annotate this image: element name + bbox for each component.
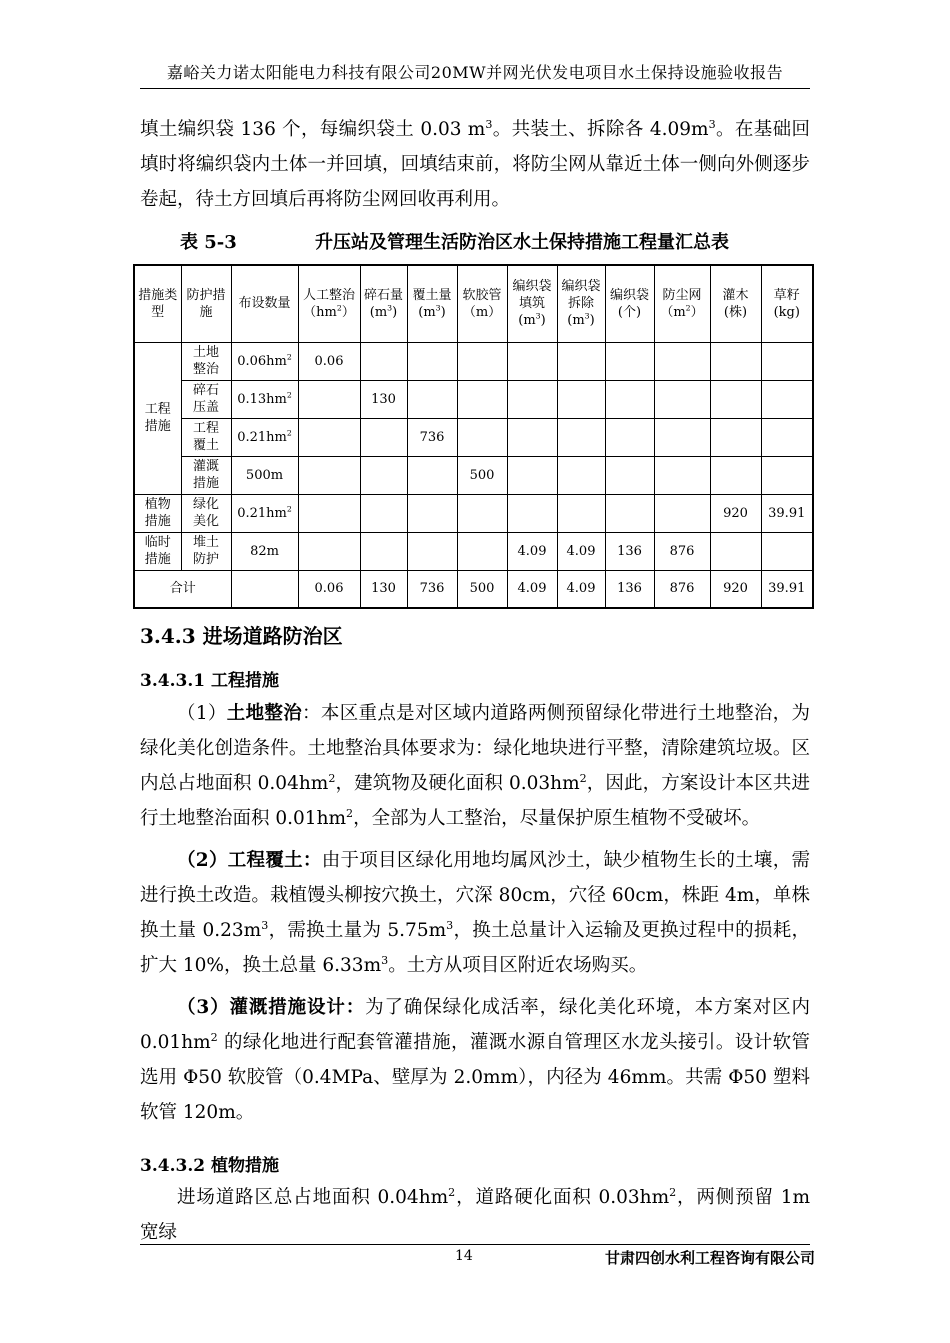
row-qty: $0.21hm^2$ — [231, 418, 298, 456]
cell: 39.91 — [761, 570, 813, 608]
intro-sup-1: 3 — [485, 117, 493, 131]
table-caption-number: 表 5-3 — [180, 232, 237, 253]
paragraph-land-leveling: （1）土地整治：本区重点是对区域内道路两侧预留绿化带进行土地整治，为绿化美化创造条件。土地整治具体要求为：绿化地块进行平整，清除建筑垃圾。区内总占地面积 $0.04hm^2$，建筑物及硬化面积 $0.03hm^2$，因此，方案设计本区共进行土地整治面积 $0.01hm^2$，全部为人工整治，尽量保护原生植物不受破坏。 — [140, 703, 811, 829]
group-temporary: 临时措施 — [134, 532, 181, 570]
header-gravel: 碎石量 $(m^3)$ — [360, 265, 407, 342]
cell: 39.91 — [761, 494, 813, 532]
intro-sup-2: 3 — [708, 117, 716, 131]
table-row — [134, 342, 813, 380]
cell: 4.09 — [557, 570, 605, 608]
total-label: 合计 — [134, 570, 231, 608]
table-caption-title: 升压站及管理生活防治区水土保持措施工程量汇总表 — [315, 232, 729, 253]
table-row — [134, 380, 813, 418]
intro-text-2: 。共装土、拆除各 4.09m — [492, 119, 709, 140]
row-qty: $0.06hm^2$ — [231, 342, 298, 380]
row-qty: $0.21hm^2$ — [231, 494, 298, 532]
subsection-heading-engineering: 3.4.3.1 工程措施 — [140, 671, 279, 691]
cell: 4.09 — [507, 532, 557, 570]
row-qty: 82m — [231, 532, 298, 570]
cell: 500 — [457, 570, 507, 608]
cell: 136 — [605, 532, 654, 570]
cell: 920 — [710, 570, 761, 608]
row-name: 灌溉措施 — [181, 456, 231, 494]
group-plant: 植物措施 — [134, 494, 181, 532]
cell: 130 — [360, 570, 407, 608]
page-header: 嘉峪关力诺太阳能电力科技有限公司20MW并网光伏发电项目水土保持设施验收报告 — [166, 63, 784, 82]
page-number: 14 — [455, 1248, 473, 1264]
row-name: 土地整治 — [181, 342, 231, 380]
paragraph-soil-cover: （2）工程覆土：由于项目区绿化用地均属风沙土，缺少植物生长的土壤，需进行换土改造。栽植馒头柳按穴换土，穴深 80cm，穴径 60cm，株距 4m，单株换土量 $0.23m^3$，需换土量为 $5.75m^3$，换土总量计入运输及更换过程中的损耗，扩大 10%，换土总量 $6.33m^3$。土方从项目区附近农场购买。 — [140, 850, 810, 976]
header-dust-net: 防尘网 $(m^2)$ — [654, 265, 710, 342]
table-total-row — [134, 570, 813, 608]
row-name: 碎石压盖 — [181, 380, 231, 418]
table-row — [134, 418, 813, 456]
table-row — [134, 532, 813, 570]
section-heading: 3.4.3 进场道路防治区 — [140, 624, 343, 648]
intro-paragraph — [140, 112, 810, 217]
cell: 876 — [654, 532, 710, 570]
header-quantity: 布设数量 — [231, 265, 298, 342]
paragraph-irrigation: （3）灌溉措施设计：为了确保绿化成活率，绿化美化环境，本方案对区内 $0.01hm^2$ 的绿化地进行配套管灌措施，灌溉水源自管理区水龙头接引。设计软管选用 Φ50 软胶管（0.4MPa、壁厚为 2.0mm），内径为 46mm。共需 Φ50 塑料软管 120m。 — [140, 997, 810, 1123]
row-name: 工程覆土 — [181, 418, 231, 456]
cell: 136 — [605, 570, 654, 608]
header-hose: 软胶管 （m） — [457, 265, 507, 342]
company-name: 甘肃四创水利工程咨询有限公司 — [605, 1249, 816, 1267]
cell: 4.09 — [507, 570, 557, 608]
row-qty: 500m — [231, 456, 298, 494]
intro-text-1: 填土编织袋 136 个，每编织袋土 0.03 m — [140, 119, 486, 140]
footer-rule — [140, 1244, 810, 1245]
header-protection: 防护措施 — [181, 265, 231, 342]
table-row — [134, 456, 813, 494]
subsection-heading-plant: 3.4.3.2 植物措施 — [140, 1156, 279, 1176]
row-name: 绿化美化 — [181, 494, 231, 532]
row-qty: $0.13hm^2$ — [231, 380, 298, 418]
table-row — [134, 494, 813, 532]
header-bags: 编织袋 (个) — [605, 265, 654, 342]
cell: 0.06 — [298, 342, 360, 380]
intro-text-3: 。在基础回填时将编织袋内土体一并回填，回填结束前，将防尘网从靠近土体一侧向外侧逐步卷起，待土方回填后再将防尘网回收再利用。 — [140, 119, 810, 210]
header-measure-type: 措施类型 — [134, 265, 181, 342]
cell: 736 — [407, 570, 457, 608]
cell: 876 — [654, 570, 710, 608]
cell: 0.06 — [298, 570, 360, 608]
header-rule — [140, 88, 810, 89]
header-bag-fill: 编织袋填筑 $(m^3)$ — [507, 265, 557, 342]
header-bag-remove: 编织袋拆除 $(m^3)$ — [557, 265, 605, 342]
cell: 736 — [407, 418, 457, 456]
header-grass: 草籽 (kg) — [761, 265, 813, 342]
header-manual: 人工整治 $(hm^2)$ — [298, 265, 360, 342]
cell: 920 — [710, 494, 761, 532]
header-shrub: 灌木 (株) — [710, 265, 761, 342]
cell: 4.09 — [557, 532, 605, 570]
measures-table — [133, 264, 814, 609]
row-name: 堆土防护 — [181, 532, 231, 570]
header-soil: 覆土量 $(m^3)$ — [407, 265, 457, 342]
cell: 500 — [457, 456, 507, 494]
table-header-row — [134, 265, 813, 342]
cell: 130 — [360, 380, 407, 418]
paragraph-plant: 进场道路区总占地面积 $0.04hm^2$，道路硬化面积 $0.03hm^2$，两侧预留 1m 宽绿 — [140, 1185, 811, 1243]
group-engineering: 工程措施 — [134, 342, 181, 494]
